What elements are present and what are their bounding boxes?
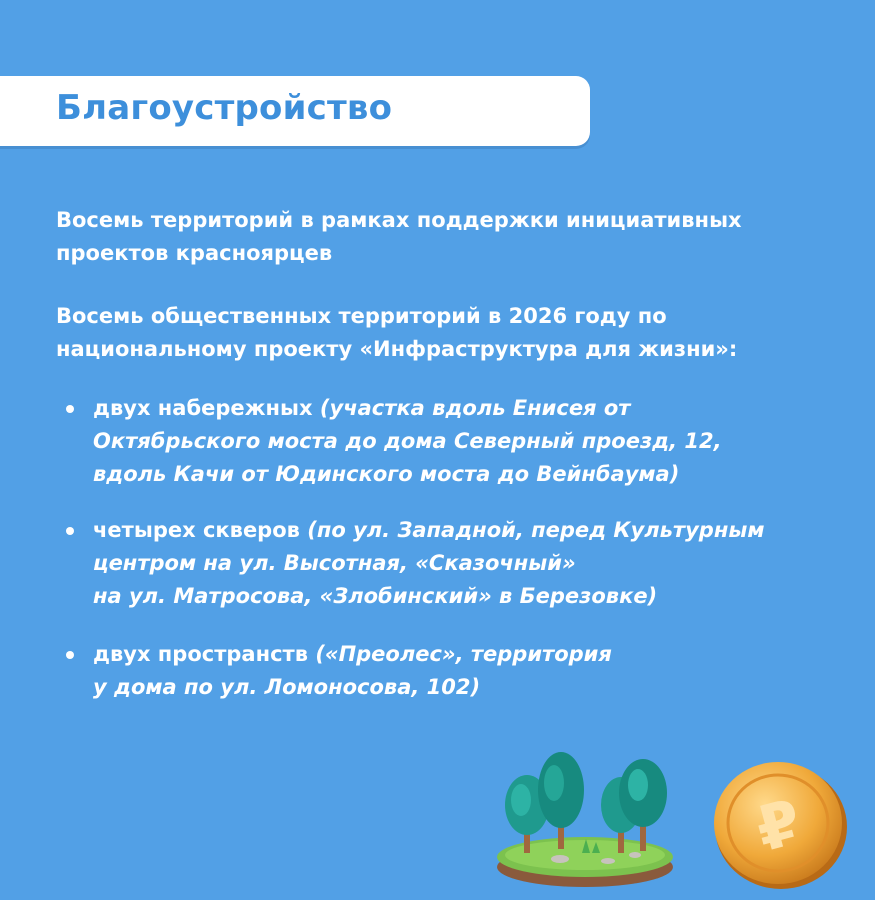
intro-line-2: проектов красноярцев xyxy=(56,241,333,265)
national-line-2: национальному проекту «Инфраструктура для жизни»: xyxy=(56,337,738,361)
list-item-detail: («Преолес», территория xyxy=(315,642,612,666)
intro-paragraph-initiatives xyxy=(56,204,816,270)
list-item-detail: Октябрьского моста до дома Северный проезд, 12, xyxy=(93,429,722,453)
page-title: Благоустройство xyxy=(56,88,393,128)
title-banner xyxy=(0,76,590,146)
list-item-lead: четырех скверов xyxy=(93,518,308,542)
list-item-detail: на ул. Матросова, «Злобинский» в Березовке) xyxy=(93,584,658,608)
ruble-coin-icon xyxy=(706,755,856,895)
bullet-dot-icon xyxy=(66,651,74,659)
list-item xyxy=(93,638,833,704)
bullet-dot-icon xyxy=(66,527,74,535)
list-item xyxy=(93,392,833,491)
forest-illustration xyxy=(490,745,680,895)
list-item-detail: центром на ул. Высотная, «Сказочный» xyxy=(93,551,576,575)
list-item-detail: (по ул. Западной, перед Культурным xyxy=(307,518,765,542)
national-line-1: Восемь общественных территорий в 2026 году по xyxy=(56,304,667,328)
list-item-lead: двух пространств xyxy=(93,642,316,666)
bullet-dot-icon xyxy=(66,405,74,413)
list-item-detail: у дома по ул. Ломоносова, 102) xyxy=(93,675,481,699)
list-item-detail: (участка вдоль Енисея от xyxy=(319,396,631,420)
list-item-detail: вдоль Качи от Юдинского моста до Вейнбаума) xyxy=(93,462,680,486)
intro-line-1: Восемь территорий в рамках поддержки инициативных xyxy=(56,208,742,232)
list-item xyxy=(93,514,833,613)
svg-text:₽: ₽ xyxy=(748,784,809,867)
list-item-lead: двух набережных xyxy=(93,396,320,420)
intro-paragraph-national-project xyxy=(56,300,816,366)
